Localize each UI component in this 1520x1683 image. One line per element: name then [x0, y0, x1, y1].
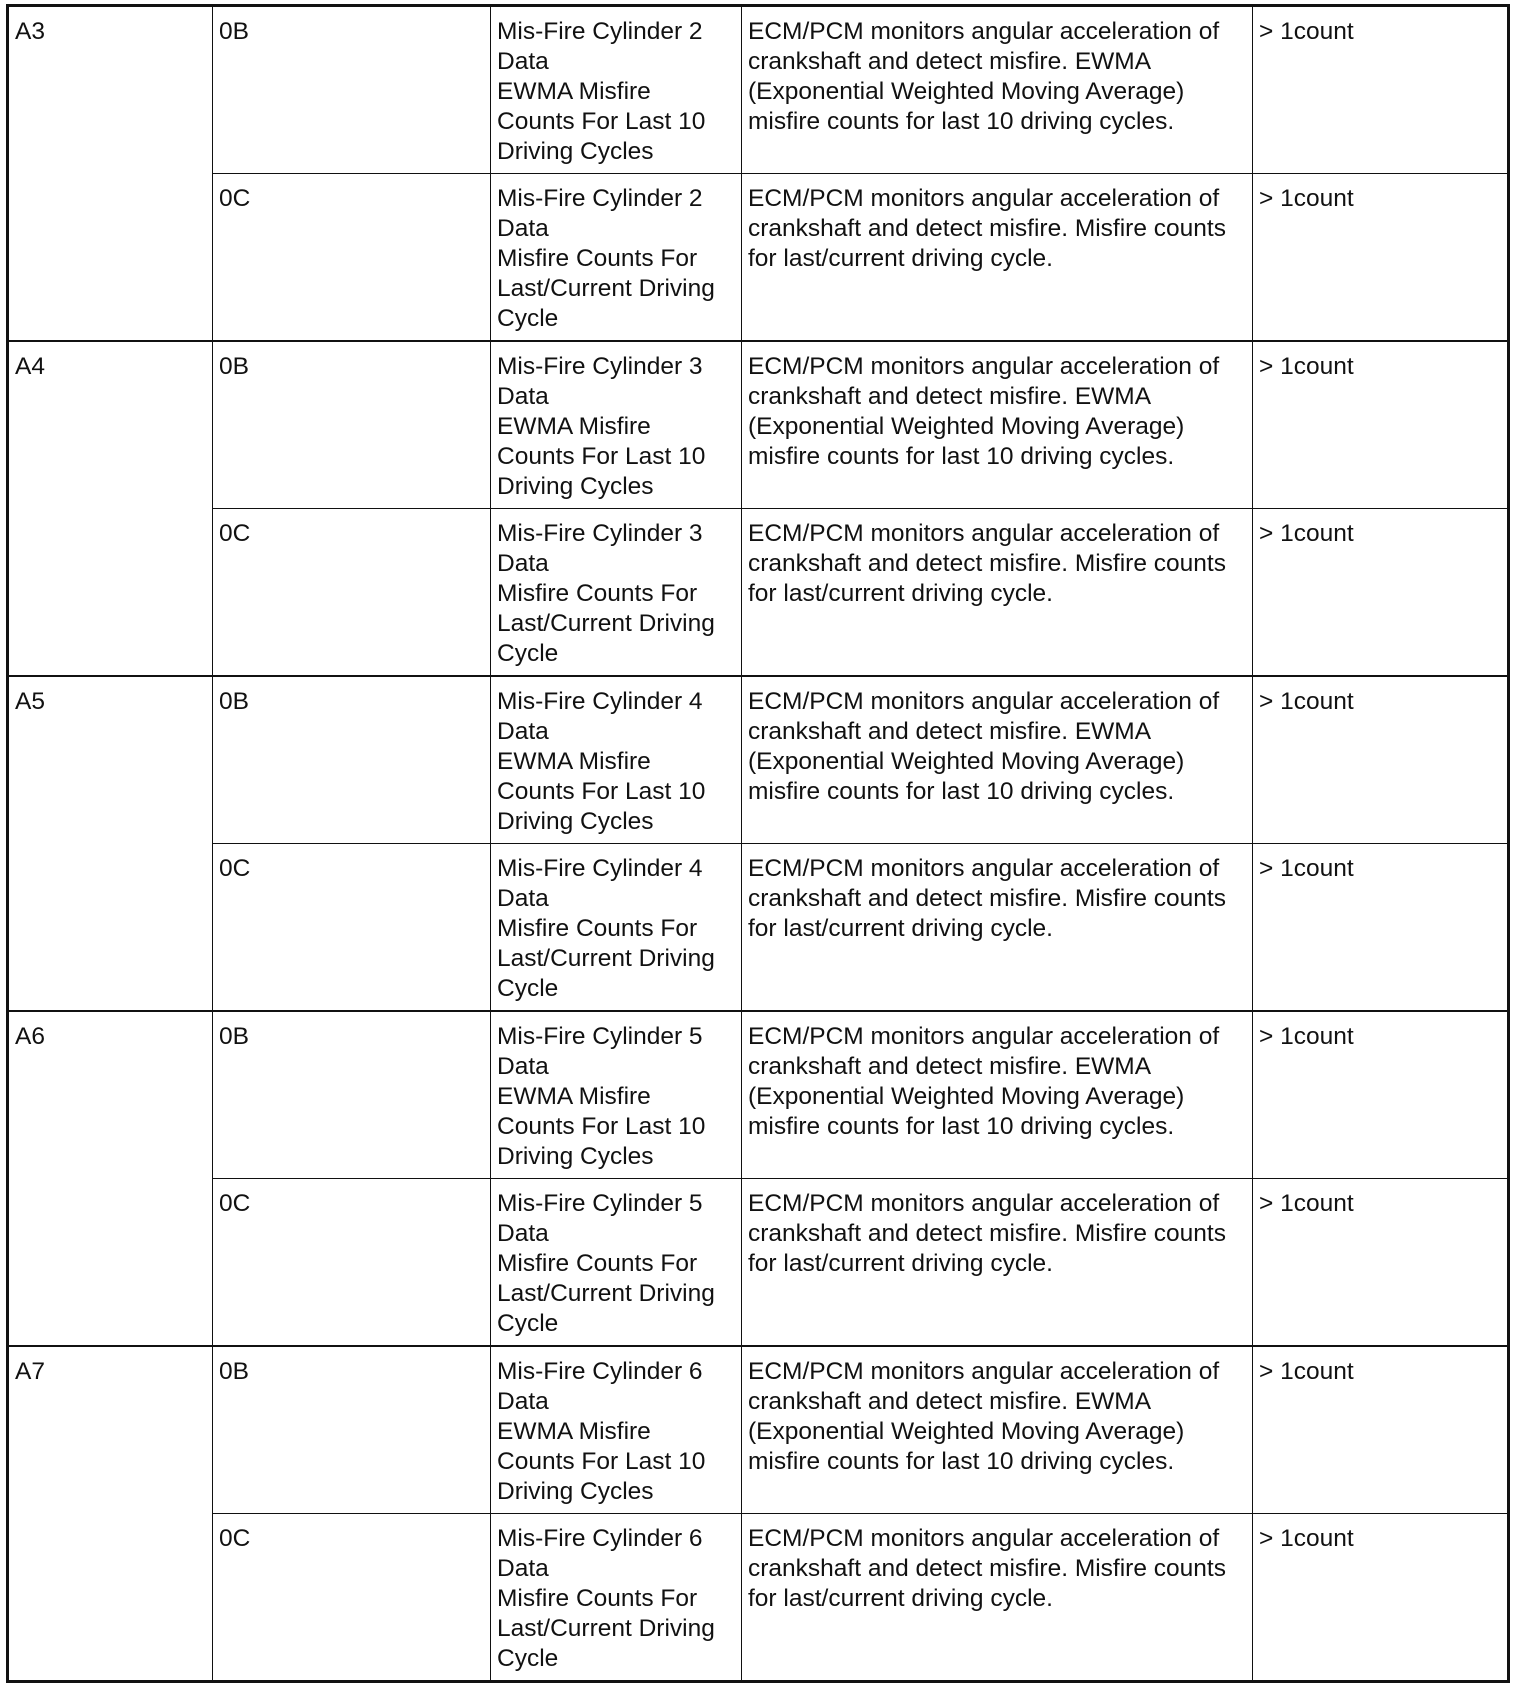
description-cell: ECM/PCM monitors angular acceleration of crankshaft and detect misfire. EWMA (Exponential Weighted Moving Average) misfire counts for last 10 driving cycles.	[742, 1011, 1253, 1179]
code-cell: 0B	[213, 6, 491, 174]
table-row	[8, 844, 1509, 1012]
limit-cell: > 1count	[1253, 174, 1509, 342]
code-cell: 0B	[213, 1346, 491, 1514]
code-cell: 0C	[213, 1514, 491, 1682]
data-name-cell: Mis-Fire Cylinder 2 Data Misfire Counts For Last/Current Driving Cycle	[491, 174, 742, 342]
table-row	[8, 1179, 1509, 1347]
code-cell: 0C	[213, 844, 491, 1012]
misfire-data-table	[6, 4, 1510, 1683]
limit-cell: > 1count	[1253, 844, 1509, 1012]
table-row	[8, 676, 1509, 844]
data-name-cell: Mis-Fire Cylinder 2 Data EWMA Misfire Counts For Last 10 Driving Cycles	[491, 6, 742, 174]
group-id-cell: A5	[8, 676, 213, 1011]
code-cell: 0B	[213, 676, 491, 844]
description-cell: ECM/PCM monitors angular acceleration of crankshaft and detect misfire. EWMA (Exponential Weighted Moving Average) misfire counts for last 10 driving cycles.	[742, 6, 1253, 174]
data-name-cell: Mis-Fire Cylinder 6 Data EWMA Misfire Counts For Last 10 Driving Cycles	[491, 1346, 742, 1514]
description-cell: ECM/PCM monitors angular acceleration of crankshaft and detect misfire. Misfire counts for last/current driving cycle.	[742, 509, 1253, 677]
table-row	[8, 1011, 1509, 1179]
description-cell: ECM/PCM monitors angular acceleration of crankshaft and detect misfire. Misfire counts for last/current driving cycle.	[742, 174, 1253, 342]
table-row	[8, 1514, 1509, 1682]
table-row	[8, 509, 1509, 677]
description-cell: ECM/PCM monitors angular acceleration of crankshaft and detect misfire. EWMA (Exponential Weighted Moving Average) misfire counts for last 10 driving cycles.	[742, 341, 1253, 509]
table-row	[8, 1346, 1509, 1514]
limit-cell: > 1count	[1253, 1179, 1509, 1347]
table-row	[8, 6, 1509, 174]
data-name-cell: Mis-Fire Cylinder 6 Data Misfire Counts For Last/Current Driving Cycle	[491, 1514, 742, 1682]
description-cell: ECM/PCM monitors angular acceleration of crankshaft and detect misfire. Misfire counts for last/current driving cycle.	[742, 1514, 1253, 1682]
code-cell: 0B	[213, 1011, 491, 1179]
data-name-cell: Mis-Fire Cylinder 5 Data Misfire Counts For Last/Current Driving Cycle	[491, 1179, 742, 1347]
description-cell: ECM/PCM monitors angular acceleration of crankshaft and detect misfire. EWMA (Exponential Weighted Moving Average) misfire counts for last 10 driving cycles.	[742, 676, 1253, 844]
code-cell: 0B	[213, 341, 491, 509]
code-cell: 0C	[213, 509, 491, 677]
group-id-cell: A6	[8, 1011, 213, 1346]
group-id-cell: A4	[8, 341, 213, 676]
code-cell: 0C	[213, 174, 491, 342]
description-cell: ECM/PCM monitors angular acceleration of crankshaft and detect misfire. Misfire counts for last/current driving cycle.	[742, 844, 1253, 1012]
data-name-cell: Mis-Fire Cylinder 4 Data EWMA Misfire Counts For Last 10 Driving Cycles	[491, 676, 742, 844]
data-name-cell: Mis-Fire Cylinder 4 Data Misfire Counts For Last/Current Driving Cycle	[491, 844, 742, 1012]
limit-cell: > 1count	[1253, 6, 1509, 174]
data-name-cell: Mis-Fire Cylinder 3 Data Misfire Counts For Last/Current Driving Cycle	[491, 509, 742, 677]
table-body	[8, 6, 1509, 1682]
description-cell: ECM/PCM monitors angular acceleration of crankshaft and detect misfire. Misfire counts for last/current driving cycle.	[742, 1179, 1253, 1347]
limit-cell: > 1count	[1253, 1346, 1509, 1514]
table-row	[8, 174, 1509, 342]
limit-cell: > 1count	[1253, 509, 1509, 677]
group-id-cell: A3	[8, 6, 213, 342]
limit-cell: > 1count	[1253, 341, 1509, 509]
code-cell: 0C	[213, 1179, 491, 1347]
group-id-cell: A7	[8, 1346, 213, 1682]
table-row	[8, 341, 1509, 509]
data-name-cell: Mis-Fire Cylinder 5 Data EWMA Misfire Counts For Last 10 Driving Cycles	[491, 1011, 742, 1179]
data-name-cell: Mis-Fire Cylinder 3 Data EWMA Misfire Counts For Last 10 Driving Cycles	[491, 341, 742, 509]
limit-cell: > 1count	[1253, 676, 1509, 844]
limit-cell: > 1count	[1253, 1514, 1509, 1682]
limit-cell: > 1count	[1253, 1011, 1509, 1179]
description-cell: ECM/PCM monitors angular acceleration of crankshaft and detect misfire. EWMA (Exponential Weighted Moving Average) misfire counts for last 10 driving cycles.	[742, 1346, 1253, 1514]
